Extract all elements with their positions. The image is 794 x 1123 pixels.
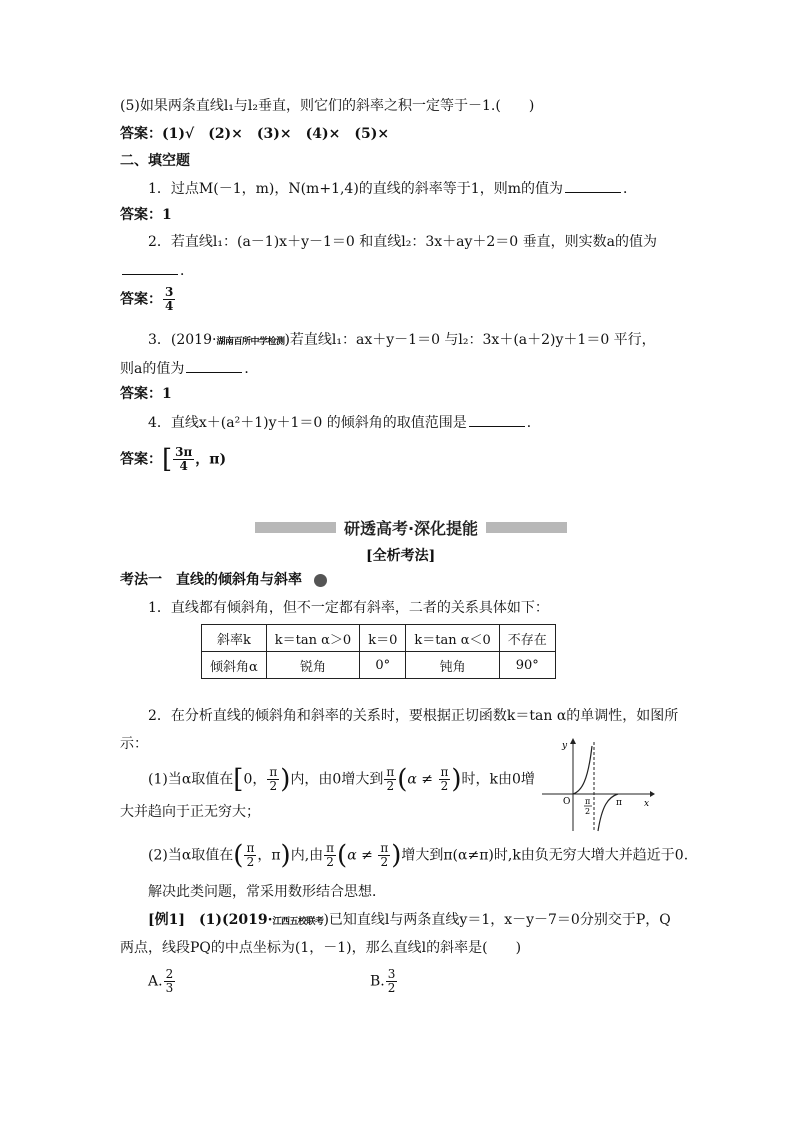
table-cell: 锐角 [266,652,359,679]
table-row [202,652,556,679]
point-2-2: (2)当α取值在( $\frac{\pi}{2}$ ，π)内,由 $\frac{\pi}{2}$ (α ≠ $\frac{\pi}{2}$ )增大到π(α≠π)时,k由负无穷大增大并趋近于0. [148,840,689,871]
pi-half-num: π [585,797,591,806]
y-axis-label: y [562,741,568,751]
table-cell: 不存在 [499,625,555,652]
table-cell: k＝0 [360,625,406,652]
x-axis-label: x [644,799,650,809]
point-2: 2．在分析直线的倾斜角和斜率的关系时，要根据正切函数k＝tan α的单调性，如图所 [148,708,679,724]
analysis-title: [全析考法] [366,548,436,564]
question-5: (5)如果两条直线l₁与l₂垂直，则它们的斜率之积一定等于－1.( ) [120,98,535,114]
circle-icon [314,574,327,587]
fill-answer-1: 答案：1 [120,207,172,223]
example-1: [例1] (1)(2019·江西五校联考)已知直线l与两条直线y＝1，x－y－7＝0分别交于P，Q [148,912,671,928]
option-a: A. $\frac{2}{3}$ [148,967,174,995]
table-row [202,625,556,652]
example-1-tail: 两点，线段PQ的中点坐标为(1，－1)，那么直线l的斜率是( ) [120,940,522,956]
fraction-3-4: $\frac{3}{4}$ [165,285,174,313]
section-fill-title: 二、填空题 [120,153,190,169]
table-cell: 钝角 [406,652,499,679]
summary: 解决此类问题，常采用数形结合思想． [148,884,386,900]
slope-angle-table [201,624,556,679]
pi-half-den: 2 [585,807,591,816]
answer-judge: 答案：(1)√ (2)× (3)× (4)× (5)× [120,126,390,142]
table-cell: 倾斜角α [202,652,267,679]
table-cell: 90° [499,652,555,679]
point-2-tail: 示： [120,736,148,752]
section-banner: 研透高考·深化提能 [255,516,567,538]
table-cell: k＝tan α＞0 [266,625,359,652]
option-b: B. $\frac{3}{2}$ [370,967,396,995]
fill-question-3-tail: 则a的值为 ． [120,358,258,379]
fill-answer-3: 答案：1 [120,386,172,402]
fill-question-1: 1．过点M(－1，m)，N(m+1,4)的直线的斜率等于1，则m的值为 ． [148,178,637,199]
fill-question-2-blank: ． [120,260,194,281]
pi-tick-label: π [616,798,622,808]
fill-question-3: 3．(2019·湖南百所中学检测)若直线l₁：ax＋y－1＝0 与l₂：3x＋(a＋2)y＋1＝0 平行， [148,332,656,348]
fill-question-2: 2．若直线l₁：(a－1)x＋y－1＝0 和直线l₂：3x＋ay＋2＝0 垂直，则实数a的值为 [148,234,658,250]
origin-label: O [563,797,571,807]
method-1-title: 考法一 直线的倾斜角与斜率 [120,570,327,590]
point-2-1: (1)当α取值在[0， $\frac{\pi}{2}$ )内，由0增大到 $\frac{\pi}{2}$ (α ≠ $\frac{\pi}{2}$ )时，k由0增 [148,764,535,795]
point-2-1-tail: 大并趋向于正无穷大； [120,804,260,820]
point-1: 1．直线都有倾斜角，但不一定都有斜率，二者的关系具体如下： [148,600,549,616]
fill-answer-2: 答案： $\frac{3}{4}$ [120,285,174,313]
table-cell: 0° [360,652,406,679]
table-cell: 斜率k [202,625,267,652]
tangent-graph [538,736,656,834]
table-cell: k＝tan α＜0 [406,625,499,652]
fill-question-4: 4．直线x＋(a²＋1)y＋1＝0 的倾斜角的取值范围是 ． [148,412,541,433]
fill-answer-4: 答案：[ $\frac{3\pi}{4}$ ，π) [120,444,227,475]
